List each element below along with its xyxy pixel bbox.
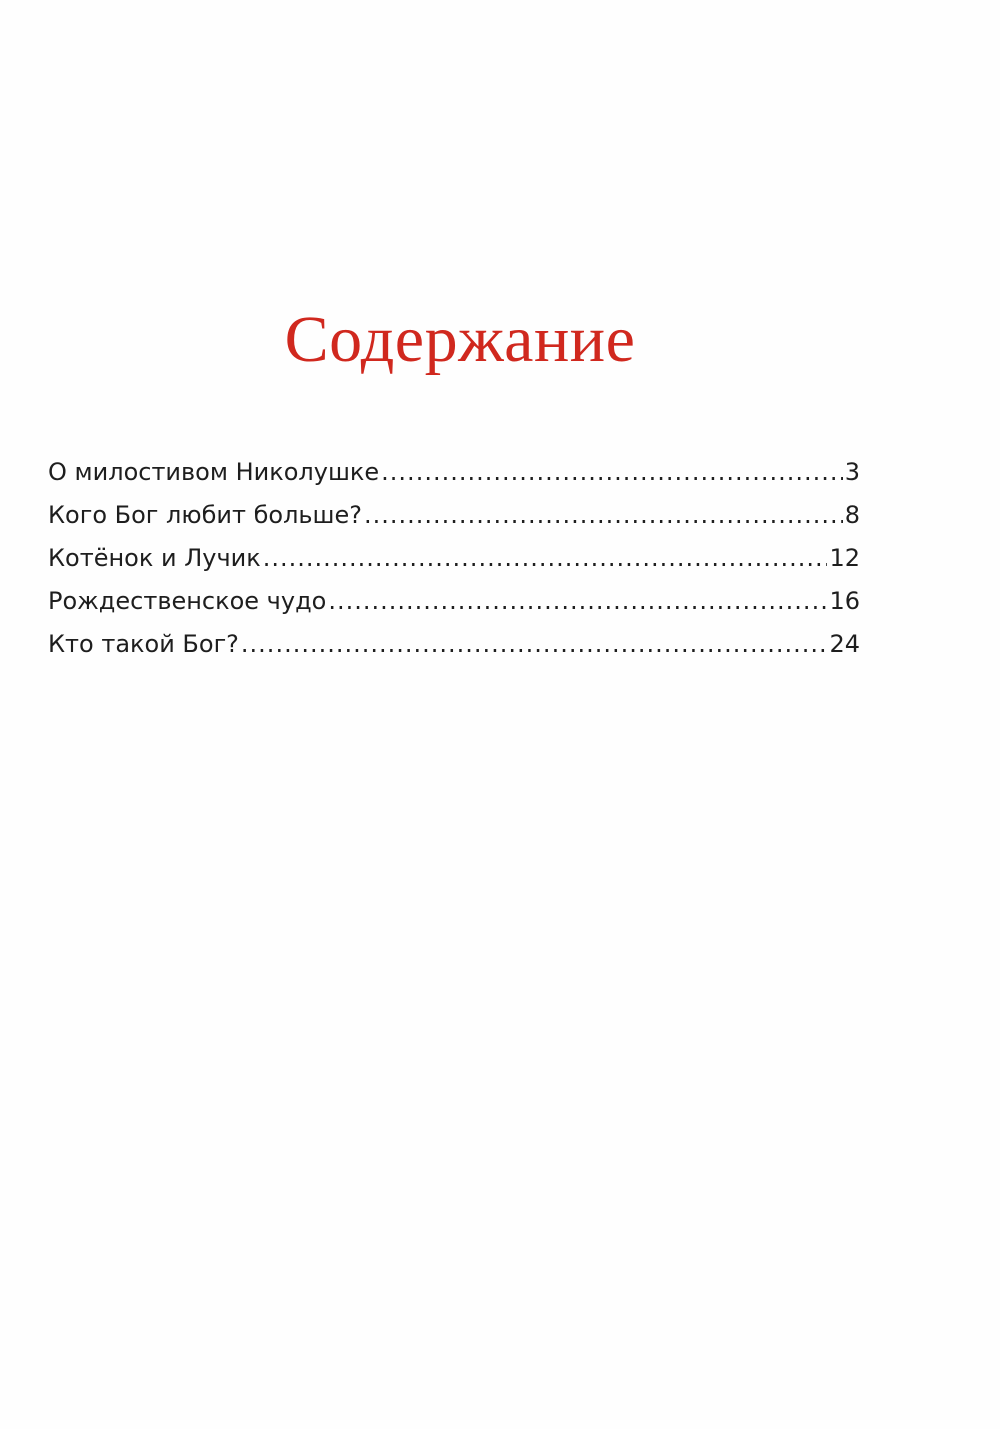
page-title: Содержание	[284, 303, 636, 376]
table-of-contents	[48, 452, 860, 667]
toc-leader-dots	[241, 624, 828, 664]
toc-entry	[48, 538, 860, 581]
toc-entry-title: О милостивом Николушке	[48, 458, 380, 486]
toc-entry-page: 8	[844, 501, 860, 529]
toc-entry-title: Рождественское чудо	[48, 587, 327, 615]
toc-leader-dots	[263, 538, 828, 578]
toc-entry-page: 12	[829, 544, 860, 572]
toc-leader-dots	[381, 452, 843, 492]
toc-entry	[48, 581, 860, 624]
toc-entry-title: Кого Бог любит больше?	[48, 501, 363, 529]
toc-entry-title: Котёнок и Лучик	[48, 544, 261, 572]
toc-leader-dots	[328, 581, 827, 621]
toc-leader-dots	[364, 495, 843, 535]
toc-entry-page: 16	[829, 587, 860, 615]
toc-entry	[48, 495, 860, 538]
toc-entry	[48, 624, 860, 667]
toc-entry-title: Кто такой Бог?	[48, 630, 239, 658]
toc-entry-page: 3	[844, 458, 860, 486]
toc-entry	[48, 452, 860, 495]
toc-entry-page: 24	[829, 630, 860, 658]
